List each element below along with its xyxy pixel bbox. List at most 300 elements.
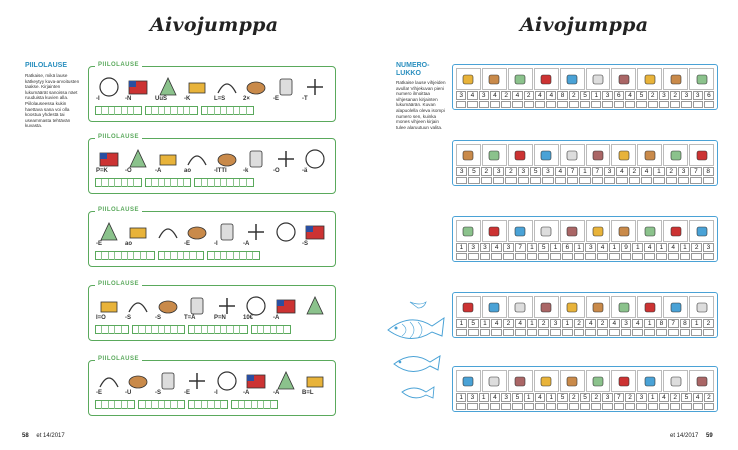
answer-letter-box[interactable]: [644, 329, 655, 336]
numerolukko-heading: NUMERO-LUKKO: [396, 62, 430, 77]
svg-text:-S: -S: [154, 315, 161, 320]
letter-position-number: 2: [538, 319, 549, 328]
letter-position-number: 3: [493, 167, 504, 176]
letter-position-number: 5: [512, 393, 522, 402]
answer-letter-box[interactable]: [562, 329, 573, 336]
hint-picture-icon: [482, 296, 507, 318]
hint-picture-icon: [611, 370, 636, 392]
svg-text:B=L: B=L: [301, 390, 314, 395]
right-footer: [670, 433, 713, 439]
answer-letter-box[interactable]: [480, 253, 491, 260]
hint-picture-icon: [560, 220, 585, 242]
right-magazine-issue: et 14/2017: [670, 433, 699, 439]
letter-position-number: 3: [659, 91, 669, 100]
piilolause-panel: [88, 134, 336, 194]
answer-letter-box[interactable]: [704, 403, 714, 410]
svg-text:-O: -O: [125, 168, 133, 173]
svg-text:-ITTI: -ITTI: [213, 168, 227, 173]
answer-letter-box[interactable]: [670, 403, 680, 410]
hint-picture-icon: [534, 220, 559, 242]
letter-position-number: 2: [569, 393, 579, 402]
letter-position-number: 4: [659, 393, 669, 402]
letter-position-number: 4: [491, 319, 502, 328]
letter-position-number: 4: [693, 393, 703, 402]
puzzle-picture-icon: [242, 73, 270, 101]
answer-letter-box[interactable]: [597, 329, 608, 336]
letter-position-number: 1: [653, 167, 664, 176]
hint-picture-icon: [611, 296, 636, 318]
answer-letter-box[interactable]: [604, 177, 615, 184]
letter-position-number: 2: [703, 319, 714, 328]
answer-word-boxes[interactable]: [145, 178, 192, 187]
answer-letter-box[interactable]: [567, 177, 578, 184]
letter-position-number: 1: [550, 243, 561, 252]
answer-letter-box[interactable]: [557, 101, 567, 108]
answer-letter-box[interactable]: [501, 101, 511, 108]
svg-text:-S: -S: [125, 315, 132, 320]
answer-word-boxes[interactable]: [231, 400, 278, 409]
letter-position-number: 7: [592, 167, 603, 176]
answer-letter-box[interactable]: [574, 253, 585, 260]
puzzle-picture-icon: [183, 145, 211, 173]
puzzle-picture-icon: [154, 367, 182, 395]
answer-letter-box[interactable]: [490, 101, 500, 108]
hint-picture-icon: [508, 68, 533, 90]
letter-position-number: 4: [515, 319, 526, 328]
letter-position-number: 4: [490, 393, 500, 402]
answer-letter-box[interactable]: [614, 403, 624, 410]
answer-letter-box[interactable]: [579, 177, 590, 184]
hint-picture-icon: [663, 220, 688, 242]
fish-doodle-icon: [380, 300, 450, 410]
letter-position-number: 1: [691, 319, 702, 328]
answer-letter-box[interactable]: [555, 177, 566, 184]
hint-picture-icon: [560, 144, 585, 166]
piilolause-panel-label: PIILOLAUSE: [95, 281, 142, 287]
letter-position-number: 1: [456, 319, 467, 328]
answer-letter-box[interactable]: [703, 329, 714, 336]
answer-letter-box[interactable]: [591, 403, 601, 410]
answer-letter-box[interactable]: [632, 329, 643, 336]
letter-position-number: 1: [479, 393, 489, 402]
letter-position-number: 2: [691, 243, 702, 252]
piilolause-panel-label: PIILOLAUSE: [95, 134, 142, 140]
answer-word-boxes[interactable]: [158, 251, 205, 260]
answer-word-boxes[interactable]: [145, 106, 198, 115]
letter-position-number: 6: [704, 91, 714, 100]
answer-letter-box[interactable]: [632, 253, 643, 260]
answer-letter-box[interactable]: [681, 403, 691, 410]
answer-letter-box[interactable]: [503, 253, 514, 260]
answer-letter-box[interactable]: [467, 101, 477, 108]
letter-position-number: 3: [703, 243, 714, 252]
letter-position-number: 4: [597, 243, 608, 252]
answer-letter-box[interactable]: [503, 329, 514, 336]
answer-letter-box[interactable]: [512, 101, 522, 108]
hint-picture-icon: [637, 370, 662, 392]
answer-letter-box[interactable]: [656, 253, 667, 260]
letter-position-number: 2: [505, 167, 516, 176]
answer-letter-box[interactable]: [562, 253, 573, 260]
answer-letter-box[interactable]: [659, 101, 669, 108]
svg-text:ao: ao: [125, 241, 133, 246]
letter-position-number: 4: [625, 91, 635, 100]
answer-letter-box[interactable]: [585, 253, 596, 260]
letter-position-number: 3: [501, 393, 511, 402]
puzzle-picture-icon: [124, 218, 152, 246]
answer-letter-box[interactable]: [580, 403, 590, 410]
answer-letter-box[interactable]: [538, 253, 549, 260]
puzzle-picture-icon: [95, 292, 123, 320]
answer-letter-box[interactable]: [693, 403, 703, 410]
answer-letter-box[interactable]: [480, 329, 491, 336]
answer-letter-box[interactable]: [491, 253, 502, 260]
puzzle-picture-icon: [183, 367, 211, 395]
letter-position-number: 1: [524, 393, 534, 402]
answer-word-boxes[interactable]: [201, 106, 254, 115]
answer-letter-box[interactable]: [535, 403, 545, 410]
answer-word-boxes[interactable]: [188, 400, 228, 409]
letter-position-number: 2: [666, 167, 677, 176]
hint-picture-icon: [560, 296, 585, 318]
answer-letter-box[interactable]: [569, 101, 579, 108]
svg-text:-O: -O: [272, 168, 280, 173]
puzzle-picture-icon: [124, 292, 152, 320]
answer-letter-box[interactable]: [512, 403, 522, 410]
letter-position-number: 8: [656, 319, 667, 328]
hint-picture-icon: [689, 296, 714, 318]
puzzle-picture-icon: [213, 367, 241, 395]
letter-position-number: 1: [546, 393, 556, 402]
puzzle-picture-icon: [301, 218, 329, 246]
svg-text:-T: -T: [301, 96, 308, 101]
answer-letter-box[interactable]: [493, 177, 504, 184]
answer-letter-box[interactable]: [479, 403, 489, 410]
letter-position-number: 5: [530, 167, 541, 176]
hint-picture-icon: [586, 220, 611, 242]
numerolukko-row: [452, 140, 718, 186]
letter-position-number: 5: [538, 243, 549, 252]
answer-letter-box[interactable]: [468, 329, 479, 336]
letter-position-number: 3: [518, 167, 529, 176]
answer-letter-box[interactable]: [515, 329, 526, 336]
answer-letter-box[interactable]: [585, 329, 596, 336]
letter-position-number: 5: [580, 393, 590, 402]
letter-position-number: 2: [503, 319, 514, 328]
answer-letter-box[interactable]: [580, 101, 590, 108]
answer-letter-box[interactable]: [704, 101, 714, 108]
answer-letter-box[interactable]: [456, 403, 466, 410]
answer-letter-box[interactable]: [467, 403, 477, 410]
hint-picture-icon: [689, 68, 714, 90]
answer-letter-box[interactable]: [653, 177, 664, 184]
puzzle-picture-icon: [124, 73, 152, 101]
answer-letter-box[interactable]: [680, 253, 691, 260]
hint-picture-icon: [637, 68, 662, 90]
answer-letter-box[interactable]: [490, 403, 500, 410]
answer-letter-box[interactable]: [456, 329, 467, 336]
answer-letter-box[interactable]: [616, 177, 627, 184]
answer-word-boxes[interactable]: [138, 400, 185, 409]
answer-letter-box[interactable]: [641, 177, 652, 184]
answer-letter-box[interactable]: [621, 329, 632, 336]
answer-word-boxes[interactable]: [207, 251, 260, 260]
answer-letter-box[interactable]: [625, 403, 635, 410]
answer-letter-box[interactable]: [468, 177, 479, 184]
hint-picture-icon: [534, 370, 559, 392]
letter-position-number: 1: [632, 243, 643, 252]
hint-picture-icon: [508, 220, 533, 242]
answer-letter-box[interactable]: [621, 253, 632, 260]
letter-position-number: 5: [636, 91, 646, 100]
puzzle-picture-icon: [154, 73, 182, 101]
letter-position-number: 4: [632, 319, 643, 328]
hint-picture-icon: [456, 144, 481, 166]
hint-picture-icon: [508, 370, 533, 392]
answer-letter-box[interactable]: [670, 101, 680, 108]
answer-letter-box[interactable]: [629, 177, 640, 184]
hint-picture-icon: [663, 296, 688, 318]
answer-letter-box[interactable]: [491, 329, 502, 336]
hint-picture-icon: [482, 144, 507, 166]
answer-letter-box[interactable]: [550, 253, 561, 260]
puzzle-picture-icon: [213, 218, 241, 246]
letter-position-number: 3: [585, 243, 596, 252]
hint-picture-icon: [689, 370, 714, 392]
answer-letter-box[interactable]: [602, 101, 612, 108]
answer-letter-box[interactable]: [668, 329, 679, 336]
letter-position-number: 7: [690, 167, 701, 176]
answer-letter-box[interactable]: [530, 177, 541, 184]
answer-letter-box[interactable]: [479, 101, 489, 108]
letter-position-number: 7: [567, 167, 578, 176]
letter-position-number: 3: [503, 243, 514, 252]
puzzle-picture-icon: [154, 292, 182, 320]
svg-text:UuS: UuS: [154, 96, 167, 101]
answer-word-boxes[interactable]: [188, 325, 248, 334]
hint-picture-icon: [482, 220, 507, 242]
letter-position-number: 2: [591, 393, 601, 402]
answer-letter-box[interactable]: [691, 329, 702, 336]
hint-picture-icon: [586, 370, 611, 392]
answer-letter-box[interactable]: [693, 101, 703, 108]
answer-letter-box[interactable]: [535, 101, 545, 108]
letter-position-number: 3: [602, 393, 612, 402]
answer-letter-box[interactable]: [656, 329, 667, 336]
letter-position-number: 2: [574, 319, 585, 328]
hint-picture-icon: [611, 220, 636, 242]
svg-text:-k: -k: [243, 168, 249, 173]
answer-letter-box[interactable]: [668, 253, 679, 260]
answer-letter-box[interactable]: [597, 253, 608, 260]
answer-letter-box[interactable]: [456, 177, 467, 184]
answer-letter-box[interactable]: [456, 253, 467, 260]
svg-text:10€: 10€: [243, 315, 254, 320]
letter-position-number: 5: [557, 393, 567, 402]
svg-text:-E: -E: [96, 390, 102, 395]
answer-letter-box[interactable]: [481, 177, 492, 184]
answer-word-boxes[interactable]: [132, 325, 185, 334]
puzzle-picture-icon: [124, 145, 152, 173]
answer-word-boxes[interactable]: [194, 178, 254, 187]
answer-word-boxes[interactable]: [95, 178, 142, 187]
letter-position-number: 1: [644, 319, 655, 328]
answer-letter-box[interactable]: [609, 329, 620, 336]
answer-letter-box[interactable]: [546, 403, 556, 410]
letter-position-number: 1: [456, 243, 467, 252]
left-page-number: 58: [22, 433, 29, 439]
svg-text:-A: -A: [154, 168, 162, 173]
answer-letter-box[interactable]: [542, 177, 553, 184]
answer-letter-box[interactable]: [557, 403, 567, 410]
answer-letter-box[interactable]: [609, 253, 620, 260]
puzzle-picture-icon: [272, 218, 300, 246]
letter-position-number: 4: [616, 167, 627, 176]
hint-picture-icon: [663, 370, 688, 392]
numerolukko-instructions: Ratkaise lause vihjeiden avulla! Vihjekuvan pieni numero ilmoittaa vihjesanan kirjainten lukumäärän. Kuvan alapuolella oleva isompi numero sen, kuinka mones vihjeen kirjain tulee alaruutuun valita.: [396, 80, 446, 130]
answer-letter-box[interactable]: [703, 177, 714, 184]
letter-position-number: 1: [591, 91, 601, 100]
letter-position-number: 3: [456, 91, 466, 100]
letter-position-number: 5: [468, 167, 479, 176]
puzzle-picture-icon: [95, 218, 123, 246]
letter-position-number: 1: [562, 319, 573, 328]
answer-letter-box[interactable]: [592, 177, 603, 184]
letter-position-number: 8: [557, 91, 567, 100]
letter-position-number: 4: [585, 319, 596, 328]
answer-letter-box[interactable]: [524, 403, 534, 410]
svg-text:-E: -E: [272, 96, 279, 101]
letter-position-number: 1: [656, 243, 667, 252]
answer-letter-box[interactable]: [591, 101, 601, 108]
piilolause-panel-label: PIILOLAUSE: [95, 356, 142, 362]
svg-text:-E: -E: [184, 241, 191, 246]
answer-letter-box[interactable]: [515, 253, 526, 260]
numerolukko-row: [452, 216, 718, 262]
answer-letter-box[interactable]: [681, 101, 691, 108]
svg-text:-A: -A: [243, 390, 250, 395]
letter-position-number: 7: [668, 319, 679, 328]
puzzle-picture-icon: [154, 218, 182, 246]
letter-position-number: 5: [468, 319, 479, 328]
piilolause-panel: [88, 62, 336, 122]
hint-picture-icon: [689, 144, 714, 166]
hint-picture-icon: [456, 370, 481, 392]
numerolukko-row: [452, 292, 718, 338]
svg-text:-A: -A: [272, 315, 279, 320]
puzzle-picture-icon: [242, 292, 270, 320]
answer-letter-box[interactable]: [648, 101, 658, 108]
answer-letter-box[interactable]: [538, 329, 549, 336]
hint-picture-icon: [508, 296, 533, 318]
left-page-title: Aivojumppa: [150, 14, 279, 36]
letter-position-number: 3: [550, 319, 561, 328]
answer-letter-box[interactable]: [691, 253, 702, 260]
letter-position-number: 3: [681, 91, 691, 100]
answer-word-boxes[interactable]: [95, 106, 142, 115]
svg-text:-A: -A: [272, 390, 279, 395]
answer-letter-box[interactable]: [569, 403, 579, 410]
hint-picture-icon: [586, 296, 611, 318]
svg-text:-E: -E: [96, 241, 102, 246]
letter-position-number: 5: [681, 393, 691, 402]
answer-letter-box[interactable]: [602, 403, 612, 410]
answer-letter-box[interactable]: [636, 101, 646, 108]
hint-picture-icon: [611, 68, 636, 90]
answer-letter-box[interactable]: [678, 177, 689, 184]
letter-position-number: 4: [490, 91, 500, 100]
svg-text:-I: -I: [96, 96, 100, 101]
answer-letter-box[interactable]: [703, 253, 714, 260]
answer-letter-box[interactable]: [574, 329, 585, 336]
puzzle-picture-icon: [95, 73, 123, 101]
answer-letter-box[interactable]: [659, 403, 669, 410]
answer-letter-box[interactable]: [680, 329, 691, 336]
answer-letter-box[interactable]: [468, 253, 479, 260]
letter-position-number: 4: [467, 91, 477, 100]
answer-letter-box[interactable]: [690, 177, 701, 184]
piilolause-panel: [88, 356, 336, 416]
svg-text:ao: ao: [184, 168, 192, 173]
answer-word-boxes[interactable]: [251, 325, 291, 334]
hint-picture-icon: [534, 144, 559, 166]
answer-letter-box[interactable]: [666, 177, 677, 184]
letter-position-number: 4: [512, 91, 522, 100]
svg-text:-A: -A: [243, 241, 250, 246]
answer-word-boxes[interactable]: [95, 400, 135, 409]
letter-position-number: 4: [555, 167, 566, 176]
hint-picture-icon: [482, 370, 507, 392]
svg-text:-E: -E: [184, 390, 191, 395]
answer-letter-box[interactable]: [456, 101, 466, 108]
puzzle-picture-icon: [272, 292, 300, 320]
answer-letter-box[interactable]: [550, 329, 561, 336]
letter-position-number: 3: [604, 167, 615, 176]
answer-letter-box[interactable]: [501, 403, 511, 410]
answer-letter-box[interactable]: [625, 101, 635, 108]
answer-letter-box[interactable]: [644, 253, 655, 260]
answer-letter-box[interactable]: [527, 253, 538, 260]
letter-position-number: 3: [479, 91, 489, 100]
hint-picture-icon: [637, 220, 662, 242]
letter-position-number: 4: [641, 167, 652, 176]
left-magazine-issue: et 14/2017: [36, 433, 65, 439]
answer-letter-box[interactable]: [614, 101, 624, 108]
svg-text:-K: -K: [184, 96, 191, 101]
answer-letter-box[interactable]: [636, 403, 646, 410]
answer-word-boxes[interactable]: [95, 325, 129, 334]
piilolause-instructions: Ratkaise, mikä lause kätkeytyy kuva-arvoitusten taakse. Kirjainten lukumäärät sanoissa näet ruuduista kuvien alla. Piilolauseessa kukin haettava sana voi olla koostua yhdestä tai useammasta tehtävän kuvasta.: [25, 73, 80, 129]
answer-letter-box[interactable]: [648, 403, 658, 410]
svg-text:-S: -S: [154, 390, 161, 395]
answer-letter-box[interactable]: [518, 177, 529, 184]
answer-letter-box[interactable]: [527, 329, 538, 336]
letter-position-number: 4: [668, 243, 679, 252]
letter-position-number: 4: [609, 319, 620, 328]
letter-position-number: 1: [579, 167, 590, 176]
answer-letter-box[interactable]: [524, 101, 534, 108]
puzzle-picture-icon: [213, 292, 241, 320]
puzzle-picture-icon: [95, 145, 123, 173]
letter-position-number: 8: [703, 167, 714, 176]
answer-letter-box[interactable]: [546, 101, 556, 108]
letter-position-number: 1: [680, 243, 691, 252]
letter-position-number: 2: [629, 167, 640, 176]
answer-letter-box[interactable]: [505, 177, 516, 184]
answer-word-boxes[interactable]: [95, 251, 155, 260]
svg-text:L=S: L=S: [213, 96, 225, 101]
puzzle-picture-icon: [272, 367, 300, 395]
